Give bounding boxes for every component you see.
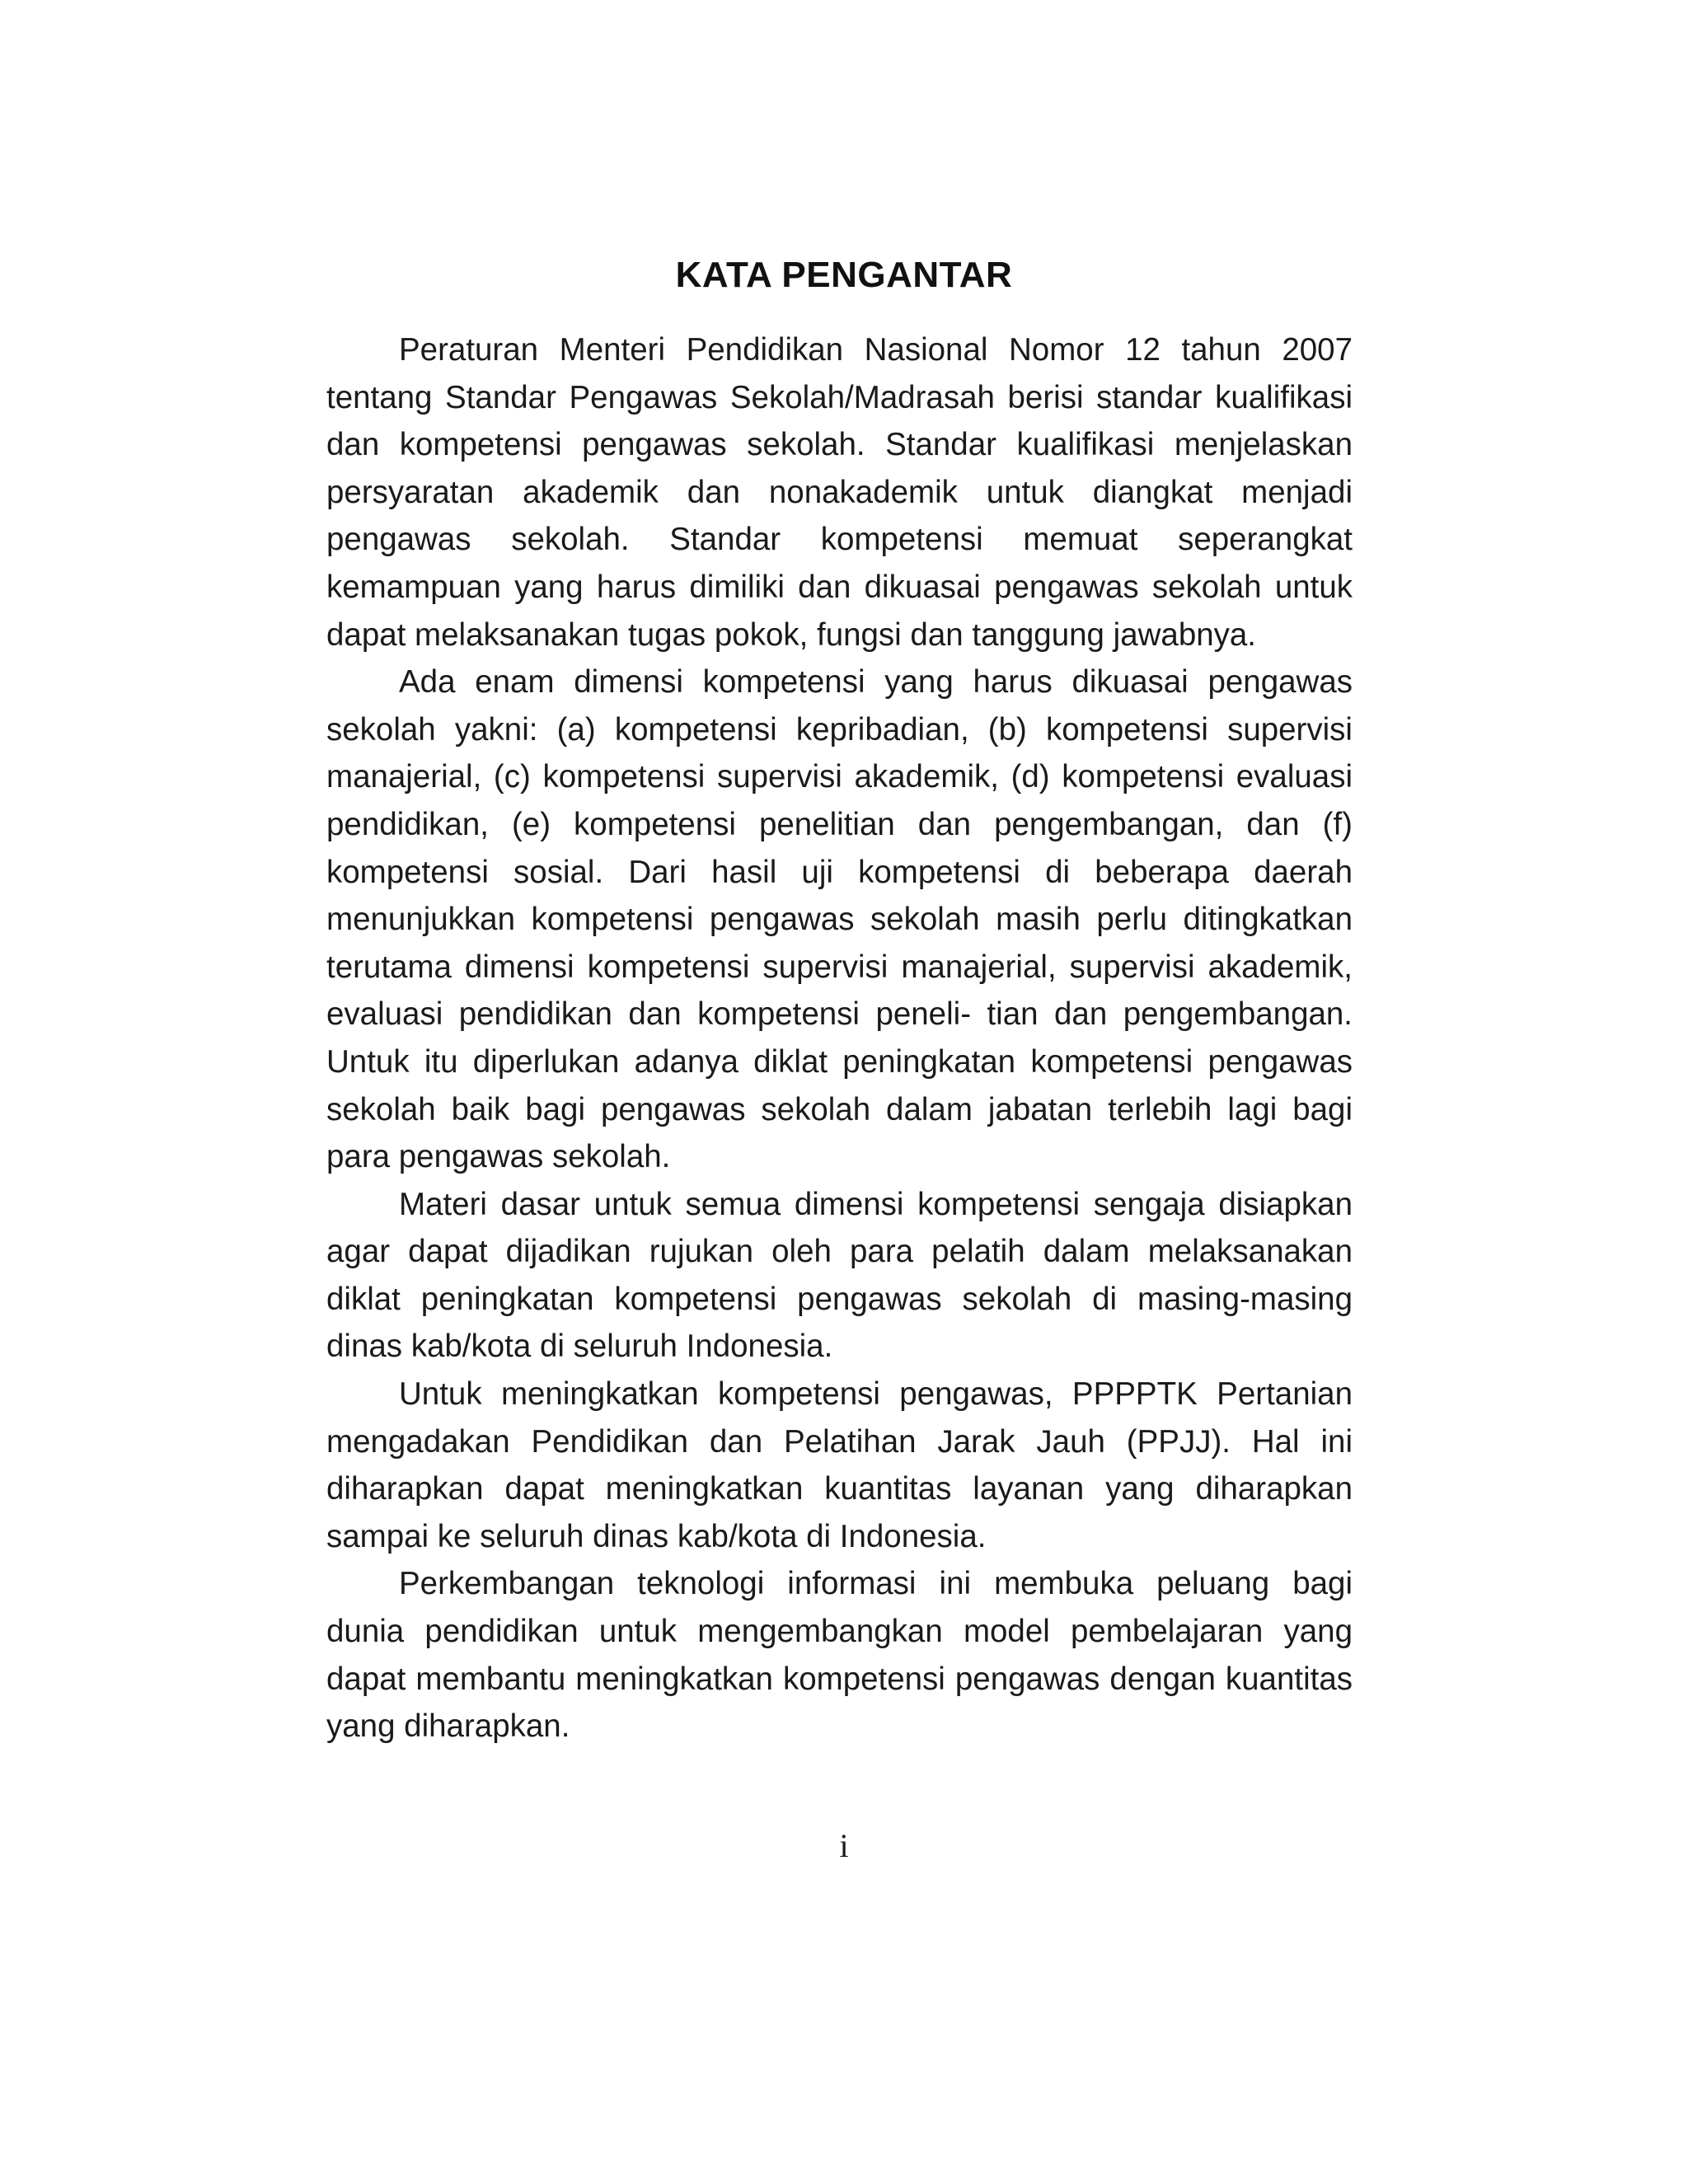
paragraph-3: Materi dasar untuk semua dimensi kompetensi sengaja disiapkan agar dapat dijadikan rujukan oleh para pelatih dalam melaksanakan diklat peningkatan kompetensi pengawas sekolah di masing-masing dinas kab/kota di seluruh Indonesia. (326, 1186, 1353, 1365)
paragraph-2: Ada enam dimensi kompetensi yang harus dikuasai pengawas sekolah yakni: (a) kompetensi kepribadian, (b) kompetensi supervisi manajerial, (c) kompetensi supervisi akademik, (d) kompetensi evaluasi pendidikan, (e) kompetensi penelitian dan pengembangan, dan (f) kompetensi sosial. Dari hasil uji kompetensi di beberapa daerah menunjukkan kompetensi pengawas sekolah masih perlu ditingkatkan terutama dimensi kompetensi supervisi manajerial, supervisi akademik, evaluasi pendidikan dan kompetensi peneli- tian dan pengembangan. Untuk itu diperlukan adanya diklat peningkatan kompetensi pengawas sekolah baik bagi pengawas sekolah dalam jabatan terlebih lagi bagi para pengawas sekolah. (326, 664, 1353, 1175)
paragraph-1: Peraturan Menteri Pendidikan Nasional Nomor 12 tahun 2007 tentang Standar Pengawas Sekolah/Madrasah berisi standar kualifikasi dan kompetensi pengawas sekolah. Standar kualifikasi menjelaskan persyaratan akademik dan nonakademik untuk diangkat menjadi pengawas sekolah. Standar kompetensi memuat seperangkat kemampuan yang harus dimiliki dan dikuasai pengawas sekolah untuk dapat melaksanakan tugas pokok, fungsi dan tanggung jawabnya. (326, 332, 1353, 653)
paragraph-5: Perkembangan teknologi informasi ini membuka peluang bagi dunia pendidikan untuk mengembangkan model pembelajaran yang dapat membantu meningkatkan kompetensi pengawas dengan kuantitas yang diharapkan. (326, 1566, 1353, 1745)
page-title: KATA PENGANTAR (675, 255, 1013, 296)
paragraph-4: Untuk meningkatkan kompetensi pengawas, PPPPTK Pertanian mengadakan Pendidikan dan Pelatihan Jarak Jauh (PPJJ). Hal ini diharapkan dapat meningkatkan kuantitas layanan yang diharapkan sampai ke seluruh dinas kab/kota di Indonesia. (326, 1376, 1353, 1554)
body-text (326, 326, 1353, 1750)
page-number: i (839, 1827, 849, 1864)
